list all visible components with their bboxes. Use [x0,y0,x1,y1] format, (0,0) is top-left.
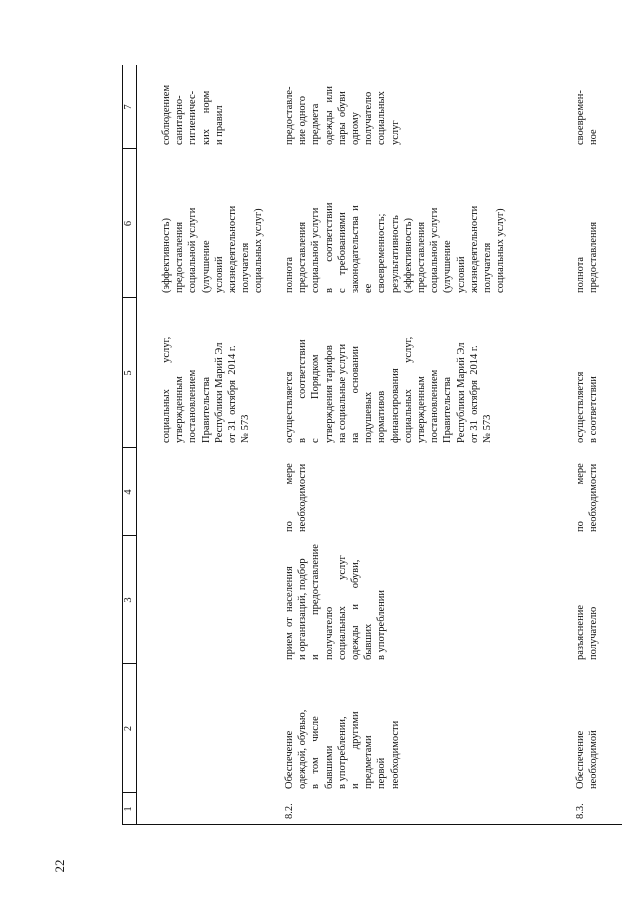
page-number: 22 [52,859,67,873]
column-header-7: 7 [123,104,134,110]
row-8-2-number: 8.2. [284,803,295,819]
row-a-col6: (эффективность) предоставления социальной услуги (улучшение условий жизнедеятельности получателя социальных услуг) [161,205,265,293]
row-8-2-conditions: предоставле- ние одного предмета одежды или пары обуви одному получателю социальных услуг [284,86,401,145]
column-header-6: 6 [123,220,134,227]
row-8-2-quality: полнота предоставления социальной услуги в соответствии с требованиями законодательства и ее своевременность; результативность (эффективность) предоставления социальной услуги (улучшение условий жизнедеятельности получателя социальных услуг) [284,202,507,293]
column-header-2: 2 [123,725,134,732]
row-8-2-frequency: по мере необходимости [284,463,309,532]
column-header-4: 4 [123,489,134,495]
row-8-3-description: разъяснение получателю [575,605,600,660]
row-a-col7: соблюдением санитарно- гигиеничес- ких норм и правил [161,84,225,145]
row-a-col5: социальных услуг, утвержденным постановлением Правительства Республики Марий Эл от 31 октября 2014 г. № 573 [161,336,252,443]
table-border-left [122,824,622,825]
rotated-table [122,65,622,825]
row-8-3-frequency: по мере необходимости [575,463,600,532]
row-8-2-description: прием от населения и организаций, подбор и предоставление получателю социальных услуг одежды и обуви, бывших в употреблении [284,544,388,660]
row-8-3-service-name: Обеспечение необходимой [575,730,600,789]
column-header-1: 1 [123,806,134,812]
column-header-5: 5 [123,370,134,376]
row-8-2-service-name: Обеспечение одеждой, обувью, в том числе бывшими в употреблении, и другими предметами первой необходимости [284,709,401,789]
row-8-3-quality: полнота предоставления [575,221,600,293]
row-8-3-tariff: осуществляется в соответствии [575,371,600,443]
row-8-3-number: 8.3. [575,803,586,819]
column-header-3: 3 [123,597,134,603]
header-bottom-border [136,65,137,825]
row-8-2-tariff: осуществляется в соответствии с Порядком утверждения тарифов на социальные услуги на основании подушевых нормативов финансирования социальных услуг, утвержденным постановлением Правительства Республики Марий Эл от 31 октября 2014 г. № 573 [284,336,494,443]
row-8-3-conditions: своевремен- ное [575,90,600,145]
